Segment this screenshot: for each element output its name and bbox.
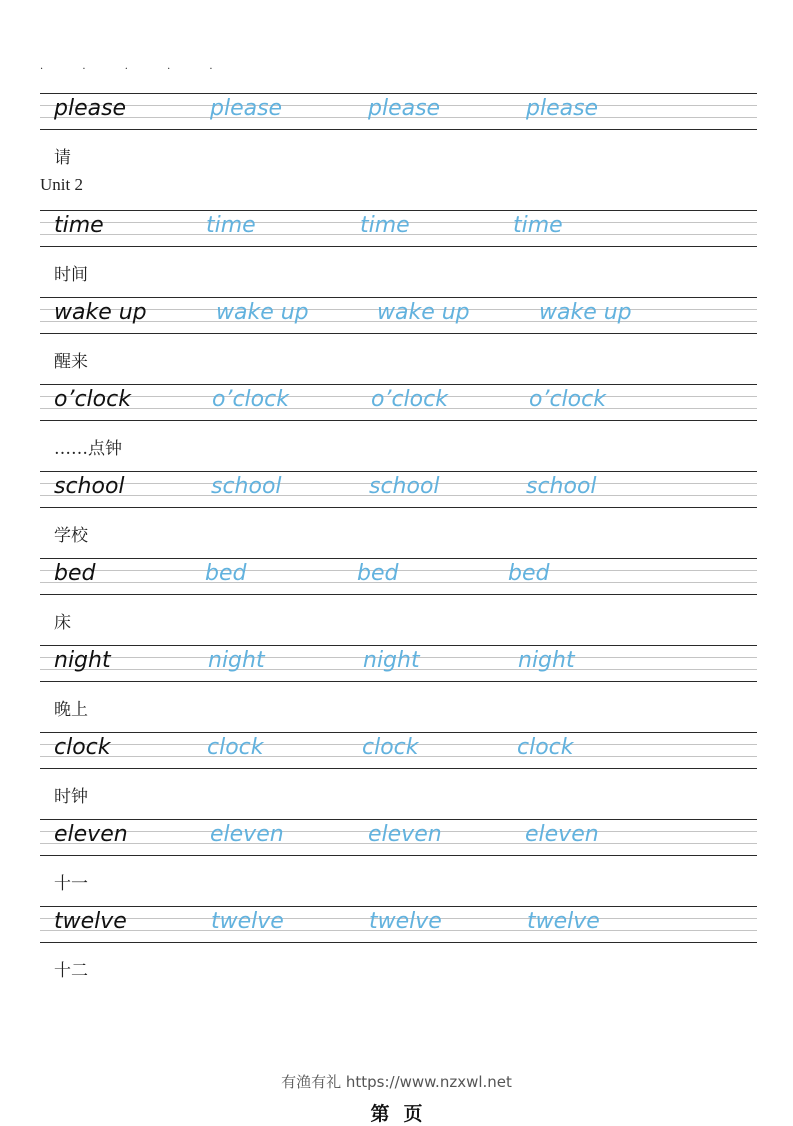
trace-word: twelve bbox=[527, 909, 600, 934]
writing-row bbox=[40, 471, 757, 508]
cut-off-text: · · · · · bbox=[40, 64, 231, 75]
guide-line bbox=[40, 570, 757, 571]
guide-line bbox=[40, 645, 757, 646]
trace-word: night bbox=[518, 648, 575, 673]
guide-line bbox=[40, 906, 757, 907]
trace-word: wake up bbox=[216, 300, 309, 325]
trace-word: clock bbox=[362, 735, 419, 760]
trace-word: school bbox=[211, 474, 282, 499]
vocab-meaning: 学校 bbox=[54, 526, 88, 546]
trace-word: bed bbox=[205, 561, 247, 586]
trace-word: eleven bbox=[525, 822, 599, 847]
guide-line bbox=[40, 507, 757, 508]
vocab-meaning: 请 bbox=[54, 148, 71, 168]
guide-line bbox=[40, 93, 757, 94]
writing-row bbox=[40, 732, 757, 769]
writing-row bbox=[40, 558, 757, 595]
vocab-word: twelve bbox=[54, 909, 127, 934]
trace-word: night bbox=[208, 648, 265, 673]
vocab-word: wake up bbox=[54, 300, 147, 325]
guide-line bbox=[40, 594, 757, 595]
trace-word: time bbox=[206, 213, 256, 238]
guide-line bbox=[40, 558, 757, 559]
vocab-meaning: 晚上 bbox=[54, 700, 88, 720]
trace-word: time bbox=[360, 213, 410, 238]
trace-word: clock bbox=[517, 735, 574, 760]
trace-word: school bbox=[526, 474, 597, 499]
guide-line bbox=[40, 471, 757, 472]
vocab-word: school bbox=[54, 474, 125, 499]
vocab-meaning: 床 bbox=[54, 613, 71, 633]
trace-word: clock bbox=[207, 735, 264, 760]
vocab-word: bed bbox=[54, 561, 96, 586]
writing-row bbox=[40, 210, 757, 247]
writing-row bbox=[40, 297, 757, 334]
trace-word: school bbox=[369, 474, 440, 499]
trace-word: twelve bbox=[369, 909, 442, 934]
vocab-word: please bbox=[54, 96, 127, 121]
vocab-word: time bbox=[54, 213, 104, 238]
guide-line bbox=[40, 333, 757, 334]
guide-line bbox=[40, 681, 757, 682]
writing-row bbox=[40, 93, 757, 130]
vocab-meaning: 醒来 bbox=[54, 352, 88, 372]
writing-row bbox=[40, 906, 757, 943]
writing-row bbox=[40, 645, 757, 682]
trace-word: wake up bbox=[377, 300, 470, 325]
page-suffix: 页 bbox=[403, 1103, 423, 1125]
guide-line bbox=[40, 855, 757, 856]
vocab-meaning: 时间 bbox=[54, 265, 88, 285]
guide-line bbox=[40, 129, 757, 130]
guide-line bbox=[40, 420, 757, 421]
vocab-word: night bbox=[54, 648, 111, 673]
unit-heading: Unit 2 bbox=[40, 175, 83, 194]
trace-word: o’clock bbox=[529, 387, 606, 412]
vocab-meaning: ……点钟 bbox=[54, 439, 122, 459]
trace-word: o’clock bbox=[371, 387, 448, 412]
guide-line bbox=[40, 942, 757, 943]
vocab-meaning: 时钟 bbox=[54, 787, 88, 807]
trace-word: please bbox=[526, 96, 599, 121]
vocab-word: clock bbox=[54, 735, 111, 760]
trace-word: night bbox=[363, 648, 420, 673]
guide-line bbox=[40, 384, 757, 385]
guide-line bbox=[40, 297, 757, 298]
writing-row bbox=[40, 384, 757, 421]
trace-word: eleven bbox=[210, 822, 284, 847]
page-prefix: 第 bbox=[370, 1103, 390, 1125]
trace-word: please bbox=[368, 96, 441, 121]
guide-line bbox=[40, 582, 757, 583]
vocab-word: eleven bbox=[54, 822, 128, 847]
trace-word: o’clock bbox=[212, 387, 289, 412]
vocab-meaning: 十一 bbox=[54, 874, 88, 894]
trace-word: time bbox=[513, 213, 563, 238]
footer-site: 有渔有礼 https://www.nzxwl.net bbox=[281, 1073, 512, 1091]
writing-row bbox=[40, 819, 757, 856]
guide-line bbox=[40, 246, 757, 247]
vocab-word: o’clock bbox=[54, 387, 131, 412]
trace-word: twelve bbox=[211, 909, 284, 934]
trace-word: wake up bbox=[539, 300, 632, 325]
trace-word: eleven bbox=[368, 822, 442, 847]
trace-word: bed bbox=[508, 561, 550, 586]
trace-word: bed bbox=[357, 561, 399, 586]
vocab-meaning: 十二 bbox=[54, 961, 88, 981]
trace-word: please bbox=[210, 96, 283, 121]
guide-line bbox=[40, 768, 757, 769]
guide-line bbox=[40, 819, 757, 820]
guide-line bbox=[40, 210, 757, 211]
guide-line bbox=[40, 732, 757, 733]
